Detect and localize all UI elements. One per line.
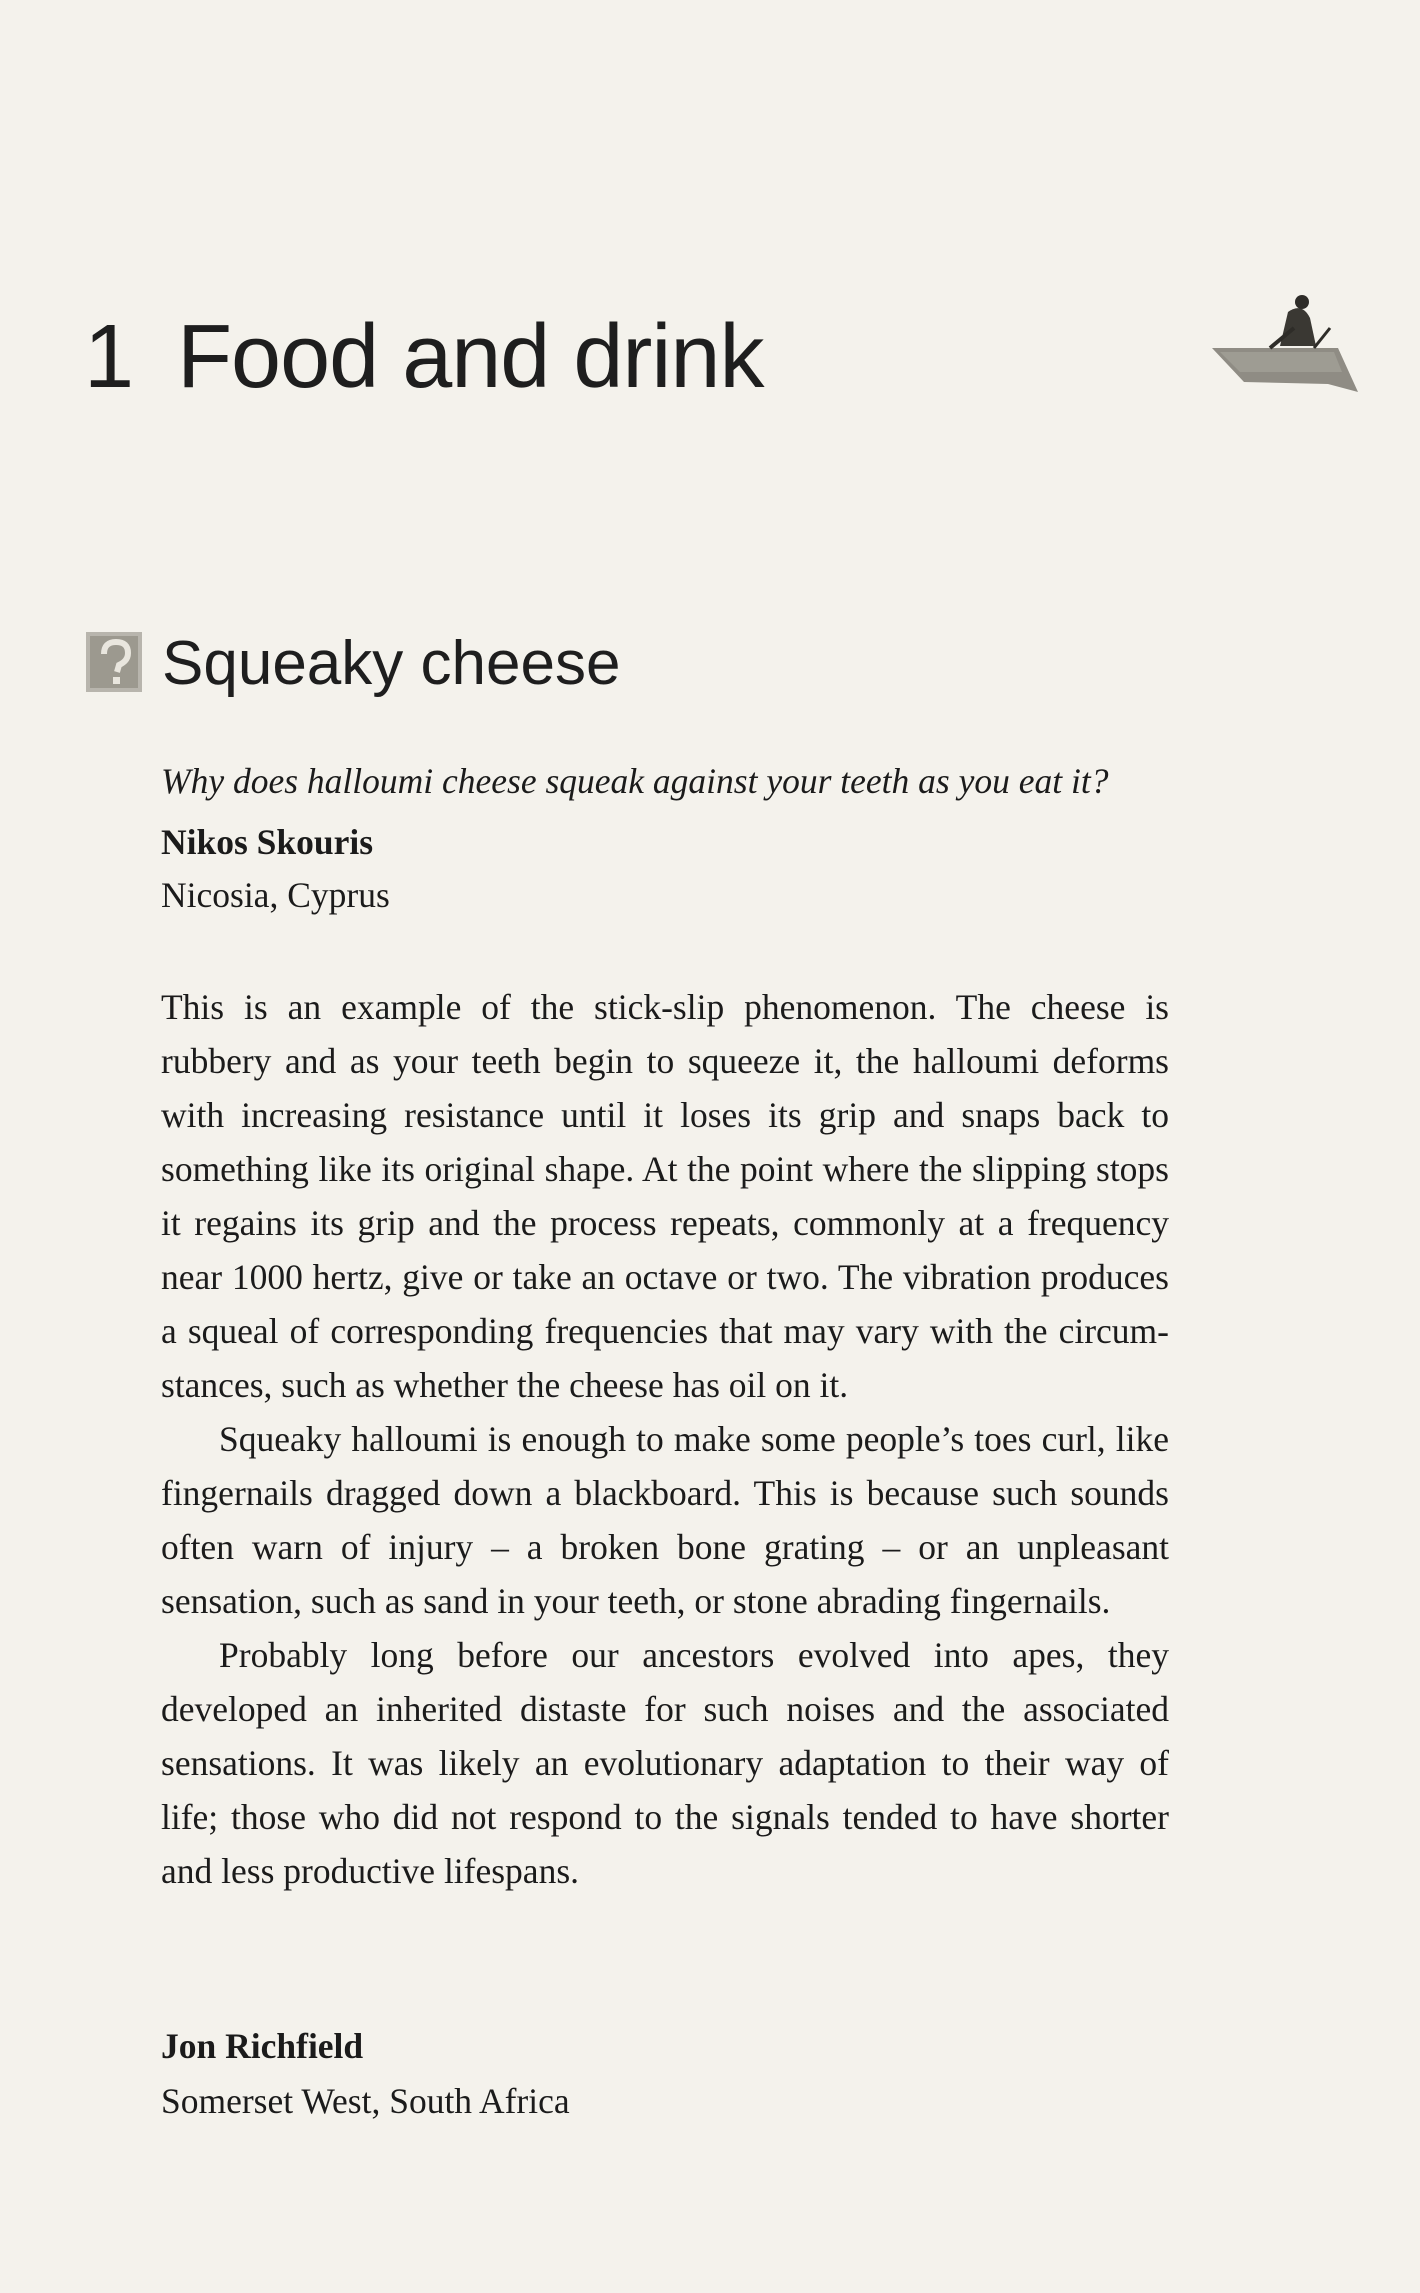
author-name: Jon Richfield — [161, 2026, 364, 2066]
author-location: Somerset West, South Africa — [161, 2081, 570, 2121]
chapter-heading — [84, 307, 764, 407]
answer-body — [161, 980, 1169, 1898]
answer-paragraph: Probably long before our ancestors evolved into apes, they developed an inherited distaste for such noises and the associated sensations. It was likely an evolutionary adaptation to their way of life; those who did not respond to the signals tended to have shorter and less productive lifespans. — [161, 1635, 1169, 1891]
rowboat-icon — [1210, 288, 1360, 418]
answer-paragraph: Squeaky halloumi is enough to make some people’s toes curl, like fingernails dragged down a blackboard. This is because such sounds often warn of injury – a broken bone grating – or an unpleasant sensation, such as sand in your teeth, or stone abrading fingernails. — [161, 1419, 1169, 1621]
chapter-title: Food and drink — [177, 307, 764, 407]
asker-location: Nicosia, Cyprus — [161, 875, 390, 915]
section-title: Squeaky cheese — [162, 629, 621, 698]
asker-name: Nikos Skouris — [161, 822, 374, 862]
question-text: Why does halloumi cheese squeak against your teeth as you eat it? — [161, 761, 1109, 801]
chapter-number: 1 — [84, 307, 134, 407]
question-mark-icon — [86, 632, 142, 692]
answer-paragraph: This is an example of the stick-slip phenomenon. The cheese is rubbery and as your teeth begin to squeeze it, the halloumi deforms with increasing resistance until it loses its grip and snaps back to something like its original shape. At the point where the slipping stops it regains its grip and the process repeats, commonly at a frequency near 1000 hertz, give or take an octave or two. The vibration produces a squeal of corresponding frequencies that may vary with the circumstances, such as whether the cheese has oil on it. — [161, 987, 1169, 1405]
